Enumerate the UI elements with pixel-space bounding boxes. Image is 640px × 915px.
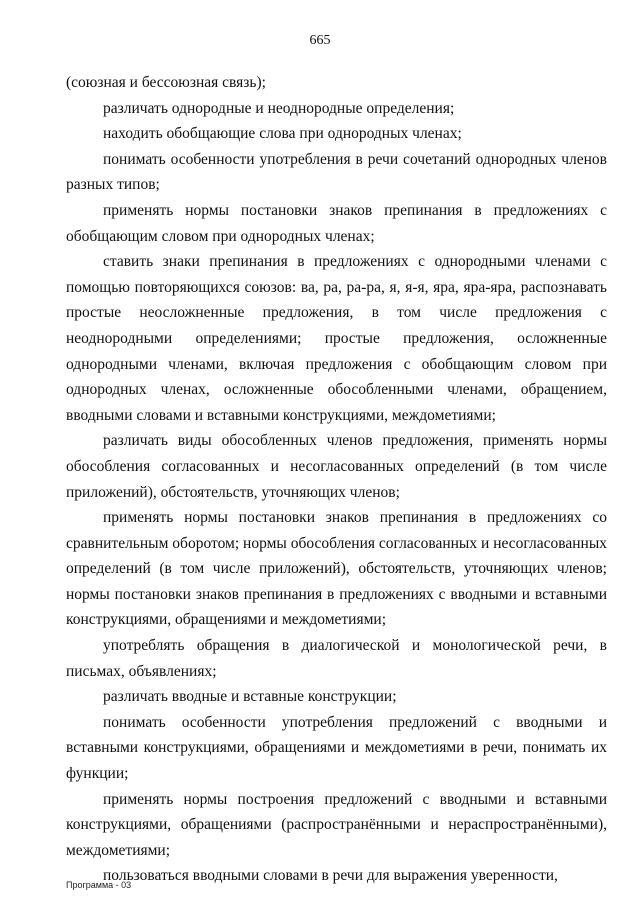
page-number: 665 <box>309 33 331 48</box>
paragraph: ставить знаки препинания в предложениях с однородными членами с помощью повторяющихся союзов: ва, ра, ра-ра, я, я-я, яра, яра-яра, распознавать простые неосложненные предложения, в том числе предложения с неоднородными определениями; простые предложения, осложненные однородными членами, включая предложения с обобщающим словом при однородных членах, осложненные обособленными членами, обращением, вводными словами и вставными конструкциями, междометиями; <box>66 253 607 424</box>
paragraph: различать виды обособленных членов предложения, применять нормы обособления согласованных и несогласованных определений (в том числе приложений), обстоятельств, уточняющих членов; <box>66 432 607 501</box>
paragraph: применять нормы построения предложений с вводными и вставными конструкциями, обращениями (распространёнными и нераспространёнными), междометиями; <box>66 790 607 859</box>
paragraph: применять нормы постановки знаков препинания в предложениях с обобщающим словом при однородных членах; <box>66 201 607 245</box>
paragraph: различать вводные и вставные конструкции; <box>103 688 397 706</box>
paragraph: пользоваться вводными словами в речи для выражения уверенности, <box>103 867 558 885</box>
paragraph: понимать особенности употребления в речи сочетаний однородных членов разных типов; <box>66 150 607 194</box>
paragraph: различать однородные и неоднородные определения; <box>103 99 455 117</box>
paragraph: употреблять обращения в диалогической и монологической речи, в письмах, объявлениях; <box>66 637 607 680</box>
paragraph: (союзная и бессоюзная связь); <box>66 74 266 91</box>
paragraph: находить обобщающие слова при однородных членах; <box>103 125 462 143</box>
footer-label: Программа - 03 <box>66 880 132 890</box>
document-body <box>66 70 607 889</box>
paragraph: понимать особенности употребления предложений с вводными и вставными конструкциями, обращениями и междометиями в речи, понимать их функции; <box>66 713 607 783</box>
paragraph: применять нормы постановки знаков препинания в предложениях со сравнительным оборотом; нормы обособления согласованных и несогласованных определений (в том числе приложений), обстоятельств, уточняющих членов; нормы постановки знаков препинания в предложениях с вводными и вставными конструкциями, обращениями и междометиями; <box>66 509 607 629</box>
